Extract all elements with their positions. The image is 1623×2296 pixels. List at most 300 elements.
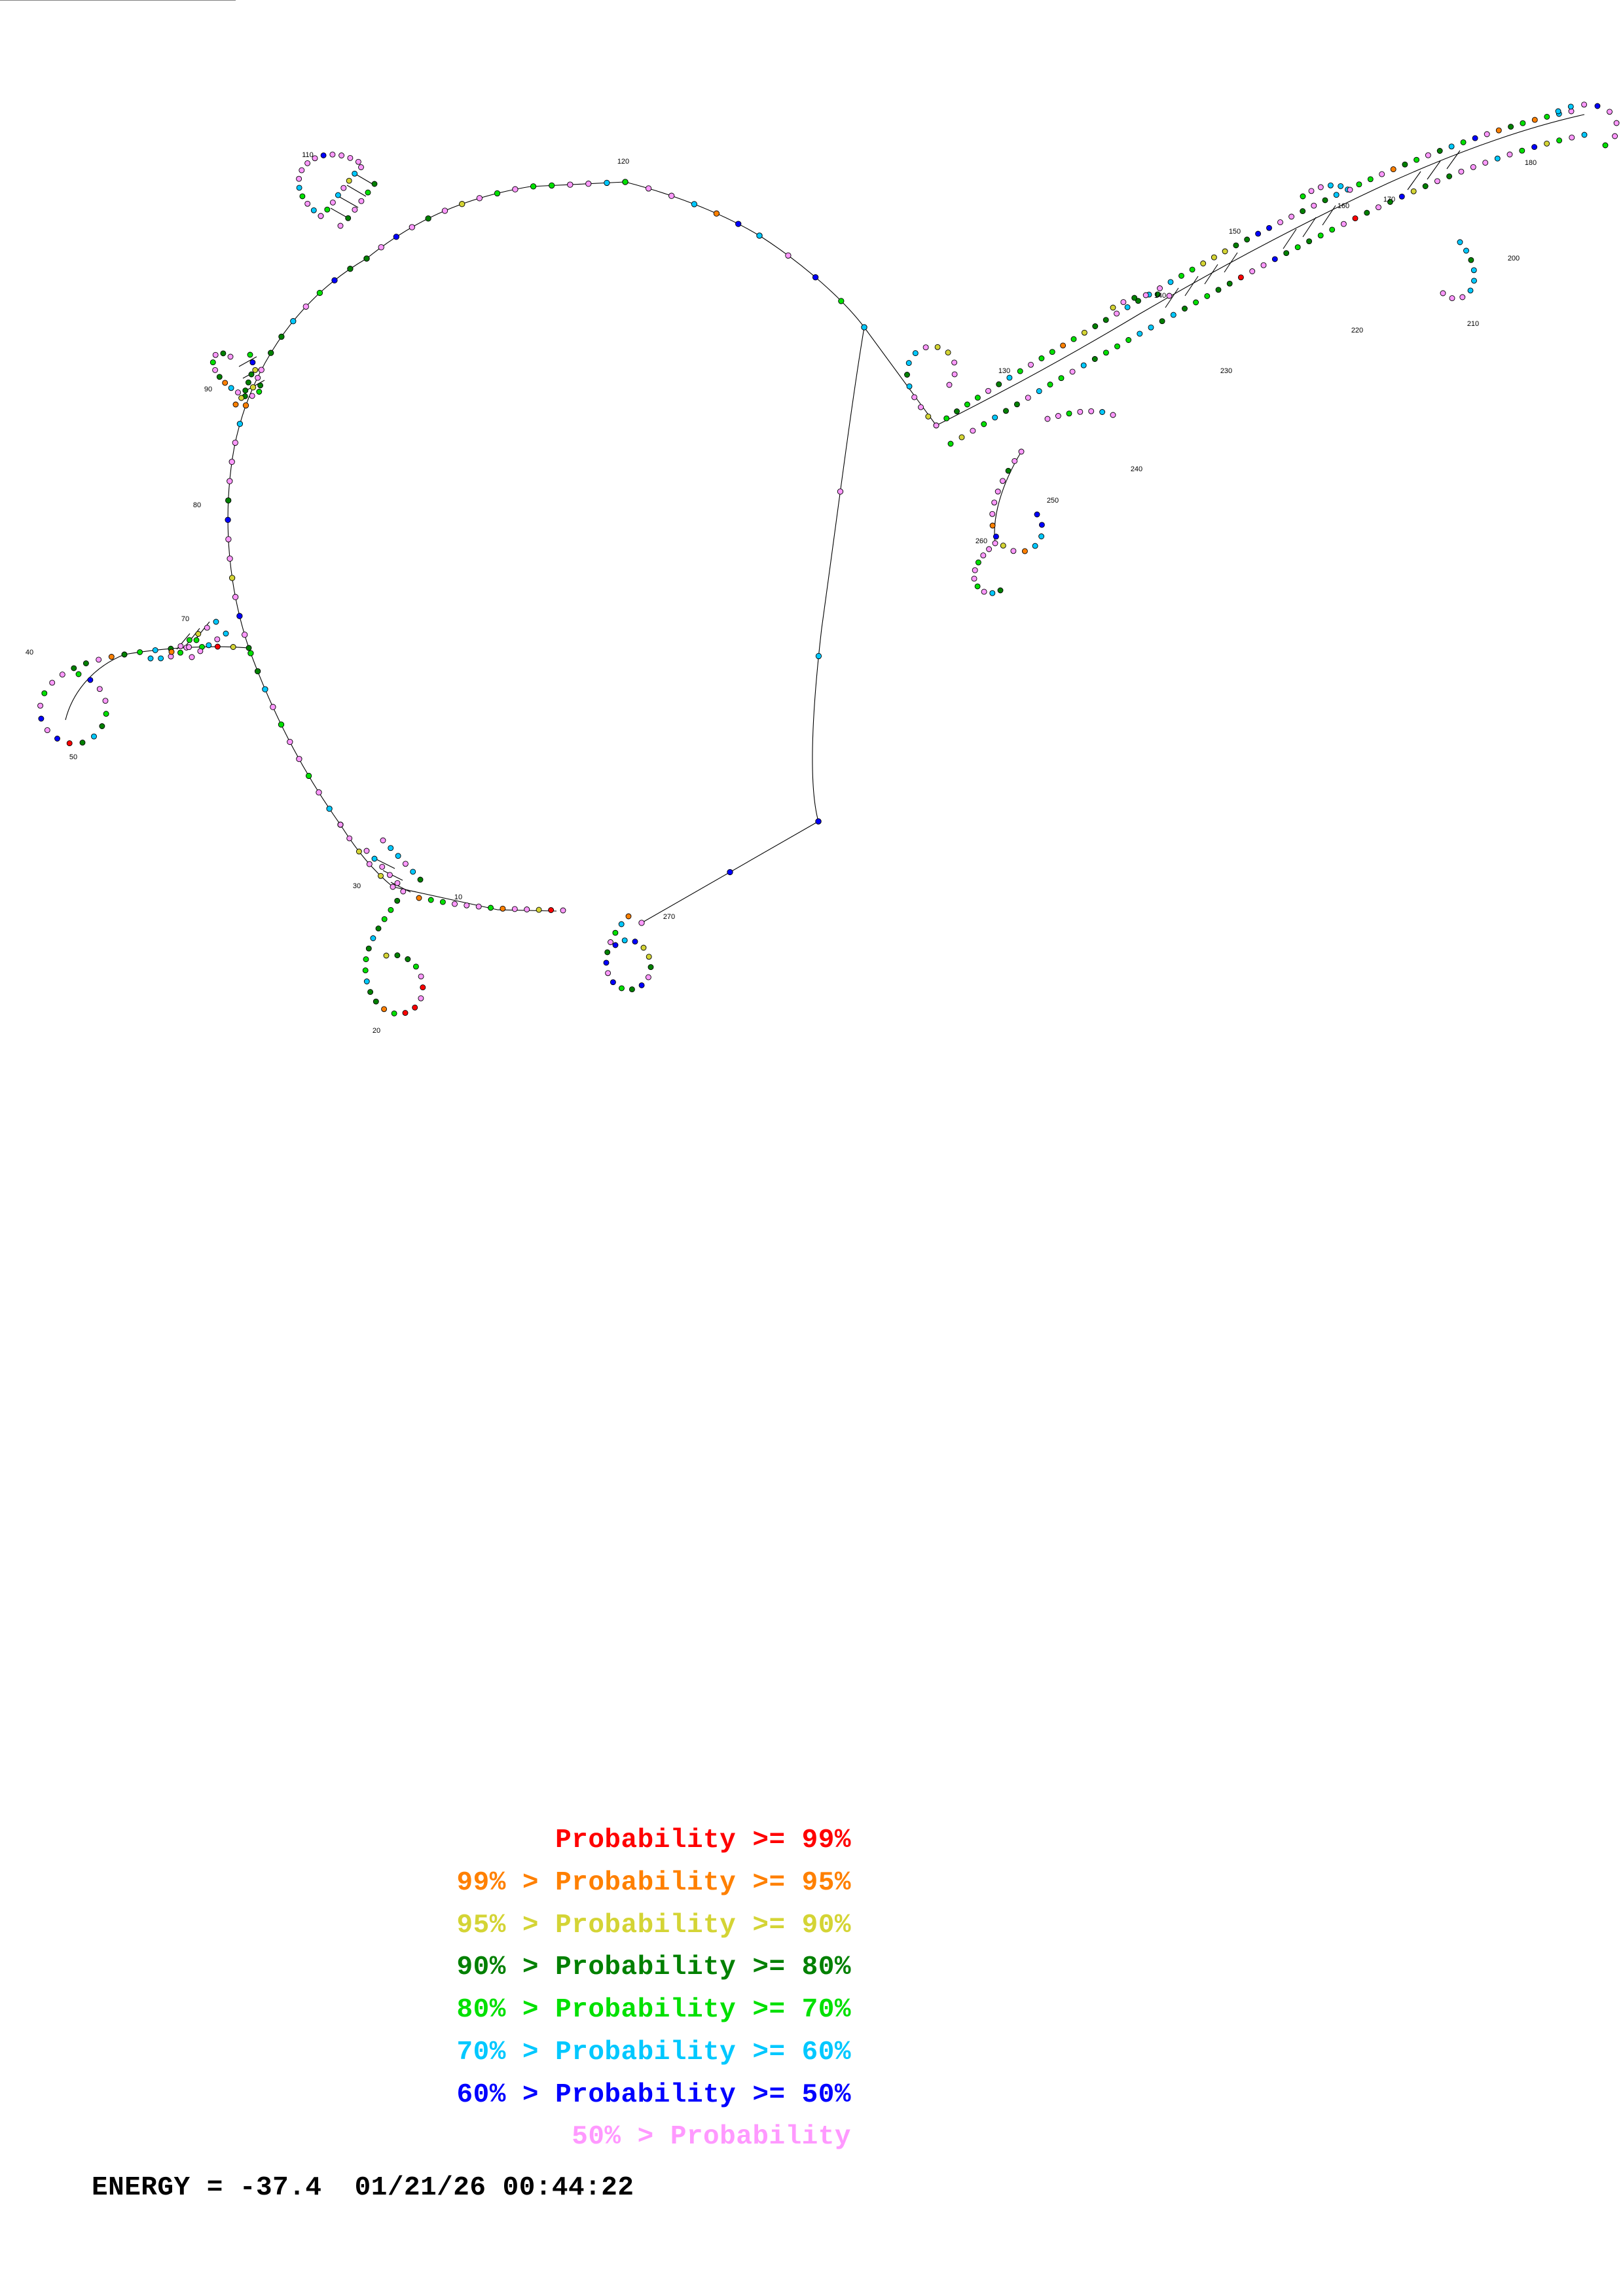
nucleotide-bead: [418, 877, 423, 882]
nucleotide-bead: [1000, 478, 1006, 484]
nucleotide-bead: [1029, 362, 1034, 367]
base-number-label: 110: [302, 151, 314, 159]
nucleotide-bead: [1190, 267, 1195, 272]
nucleotide-bead: [1233, 243, 1239, 248]
nucleotide-bead: [1353, 216, 1358, 221]
nucleotide-bead: [1182, 306, 1188, 312]
nucleotide-bead: [975, 584, 980, 589]
nucleotide-bead: [367, 861, 372, 867]
nucleotide-bead: [1250, 269, 1255, 274]
nucleotide-bead: [512, 906, 517, 912]
nucleotide-bead: [321, 152, 326, 158]
nucleotide-bead: [382, 916, 387, 922]
nucleotide-bead: [368, 990, 373, 995]
nucleotide-bead: [1322, 198, 1328, 203]
nucleotide-bead: [919, 404, 924, 410]
nucleotide-bead: [1507, 152, 1512, 157]
nucleotide-bead: [606, 971, 611, 976]
nucleotide-bead: [1484, 132, 1489, 137]
nucleotide-bead: [1368, 177, 1373, 182]
nucleotide-bead: [352, 171, 357, 176]
nucleotide-bead: [757, 233, 762, 238]
nucleotide-bead: [1496, 128, 1501, 133]
nucleotide-bead: [187, 637, 192, 643]
nucleotide-bead: [907, 384, 912, 389]
nucleotide-bead: [178, 650, 183, 655]
nucleotide-bead: [1078, 409, 1083, 414]
nucleotide-bead: [862, 325, 867, 330]
nucleotide-bead: [1011, 548, 1016, 554]
nucleotide-bead: [232, 594, 238, 600]
nucleotide-bead: [1103, 317, 1108, 323]
nucleotide-circles: [38, 102, 1620, 1016]
nucleotide-bead: [1071, 336, 1076, 342]
nucleotide-bead: [378, 245, 384, 250]
nucleotide-bead: [255, 668, 260, 673]
nucleotide-bead: [1103, 350, 1108, 355]
nucleotide-bead: [1330, 227, 1335, 232]
nucleotide-bead: [948, 441, 953, 446]
nucleotide-bead: [786, 253, 791, 258]
nucleotide-bead: [237, 421, 242, 426]
nucleotide-bead: [382, 1007, 387, 1012]
nucleotide-bead: [1447, 173, 1452, 179]
nucleotide-bead: [1460, 295, 1465, 300]
nucleotide-bead: [243, 388, 248, 393]
nucleotide-bead: [976, 560, 981, 565]
nucleotide-bead: [169, 649, 174, 655]
nucleotide-bead: [259, 367, 264, 372]
nucleotide-bead: [1557, 138, 1562, 143]
nucleotide-bead: [348, 155, 353, 160]
nucleotide-bead: [366, 946, 371, 951]
nucleotide-bead: [1450, 296, 1455, 301]
nucleotide-bead: [1137, 331, 1142, 336]
nucleotide-bead: [837, 489, 843, 494]
nucleotide-bead: [210, 360, 215, 365]
nucleotide-bead: [560, 908, 566, 913]
nucleotide-bead: [1017, 368, 1023, 374]
nucleotide-bead: [1278, 220, 1283, 225]
nucleotide-bead: [250, 385, 255, 390]
nucleotide-bead: [428, 897, 433, 903]
nucleotide-bead: [339, 153, 344, 158]
nucleotide-bead: [305, 160, 310, 166]
nucleotide-bead: [228, 386, 234, 391]
nucleotide-bead: [691, 202, 697, 207]
nucleotide-bead: [1357, 182, 1362, 187]
nucleotide-bead: [103, 698, 108, 704]
nucleotide-bead: [440, 899, 445, 905]
nucleotide-bead: [1300, 194, 1305, 199]
nucleotide-bead: [959, 435, 964, 440]
base-number-label: 10: [454, 893, 463, 901]
nucleotide-bead: [380, 838, 386, 843]
nucleotide-bead: [641, 945, 646, 950]
nucleotide-bead: [839, 298, 844, 304]
nucleotide-bead: [952, 372, 957, 377]
nucleotide-bead: [1603, 143, 1608, 148]
nucleotide-bead: [305, 201, 310, 206]
nucleotide-bead: [420, 985, 426, 990]
nucleotide-bead: [1007, 375, 1012, 380]
nucleotide-bead: [249, 393, 255, 399]
nucleotide-bead: [153, 647, 158, 653]
nucleotide-bead: [442, 208, 447, 213]
base-number-label: 30: [352, 882, 361, 890]
nucleotide-bead: [225, 517, 230, 522]
nucleotide-bead: [1194, 300, 1199, 305]
nucleotide-bead: [1520, 148, 1525, 153]
nucleotide-bead: [1201, 261, 1206, 266]
nucleotide-bead: [1004, 408, 1009, 414]
nucleotide-bead: [255, 375, 261, 380]
nucleotide-bead: [278, 722, 283, 727]
base-number-label: 170: [1383, 196, 1396, 204]
nucleotide-bead: [230, 645, 236, 650]
nucleotide-bead: [970, 428, 976, 433]
nucleotide-bead: [1048, 382, 1053, 387]
nucleotide-bead: [1070, 369, 1075, 374]
nucleotide-bead: [1211, 255, 1216, 260]
nucleotide-bead: [981, 422, 987, 427]
nucleotide-bead: [945, 350, 951, 355]
nucleotide-bead: [981, 553, 986, 558]
nucleotide-bead: [291, 319, 296, 324]
nucleotide-bead: [1334, 192, 1339, 198]
nucleotide-bead: [1067, 411, 1072, 416]
nucleotide-bead: [297, 756, 302, 761]
nucleotide-bead: [1495, 156, 1500, 161]
nucleotide-bead: [236, 390, 241, 395]
nucleotide-bead: [1582, 132, 1587, 137]
base-number-labels: [26, 151, 1537, 1035]
nucleotide-bead: [1061, 343, 1066, 348]
nucleotide-bead: [213, 352, 218, 357]
nucleotide-bead: [905, 372, 910, 378]
nucleotide-bead: [356, 159, 361, 164]
nucleotide-bead: [341, 185, 346, 190]
nucleotide-bead: [413, 964, 418, 969]
nucleotide-bead: [604, 960, 609, 965]
nucleotide-bead: [906, 361, 911, 366]
legend-row-5: 70% > Probability >= 60%: [456, 2037, 851, 2068]
nucleotide-bead: [536, 907, 541, 912]
nucleotide-bead: [1100, 410, 1105, 415]
nucleotide-bead: [103, 711, 109, 717]
nucleotide-bead: [1289, 214, 1294, 219]
nucleotide-bead: [1014, 402, 1019, 407]
nucleotide-bead: [646, 954, 651, 960]
nucleotide-bead: [347, 836, 352, 841]
nucleotide-bead: [975, 395, 980, 401]
nucleotide-bead: [226, 537, 231, 542]
nucleotide-bead: [1089, 408, 1094, 414]
nucleotide-bead: [246, 645, 251, 651]
nucleotide-bead: [1464, 248, 1469, 253]
nucleotide-bead: [373, 999, 378, 1004]
nucleotide-bead: [217, 374, 222, 380]
nucleotide-bead: [250, 360, 255, 365]
nucleotide-bead: [303, 304, 308, 309]
nucleotide-bead: [246, 380, 251, 385]
nucleotide-bead: [229, 459, 234, 464]
nucleotide-bead: [1459, 169, 1464, 174]
nucleotide-bead: [622, 938, 627, 943]
nucleotide-bead: [239, 395, 244, 401]
nucleotide-bead: [1328, 183, 1333, 188]
nucleotide-bead: [500, 906, 505, 911]
nucleotide-bead: [549, 908, 554, 913]
nucleotide-bead: [316, 790, 321, 795]
nucleotide-bead: [338, 822, 343, 827]
base-number-label: 150: [1228, 228, 1241, 236]
nucleotide-bead: [363, 968, 368, 973]
nucleotide-bead: [1092, 357, 1097, 362]
nucleotide-bead: [1569, 135, 1575, 140]
nucleotide-bead: [513, 187, 518, 192]
legend-row-3: 90% > Probability >= 80%: [456, 1952, 851, 1983]
nucleotide-bead: [1470, 164, 1476, 170]
nucleotide-bead: [1309, 188, 1314, 194]
nucleotide-bead: [1318, 233, 1323, 238]
nucleotide-bead: [325, 207, 330, 212]
nucleotide-bead: [228, 354, 233, 359]
base-number-label: 270: [663, 913, 676, 921]
nucleotide-bead: [1261, 262, 1266, 268]
nucleotide-bead: [1376, 205, 1381, 210]
nucleotide-bead: [1440, 291, 1446, 296]
nucleotide-bead: [55, 736, 60, 742]
nucleotide-bead: [632, 939, 638, 944]
nucleotide-bead: [384, 953, 389, 958]
nucleotide-bead: [1364, 210, 1370, 215]
nucleotide-bead: [1468, 257, 1474, 262]
nucleotide-bead: [249, 372, 254, 377]
nucleotide-bead: [452, 901, 458, 906]
nucleotide-bead: [935, 344, 940, 350]
nucleotide-bead: [1607, 109, 1613, 115]
nucleotide-bead: [388, 907, 393, 912]
nucleotide-bead: [359, 165, 364, 170]
nucleotide-bead: [993, 534, 998, 539]
base-number-label: 230: [1220, 367, 1233, 375]
nucleotide-bead: [1039, 356, 1044, 361]
nucleotide-bead: [1468, 288, 1473, 293]
nucleotide-bead: [1437, 149, 1442, 154]
nucleotide-bead: [1284, 251, 1289, 256]
nucleotide-bead: [206, 643, 211, 648]
nucleotide-bead: [816, 819, 821, 824]
nucleotide-bead: [1168, 279, 1173, 285]
nucleotide-bead: [410, 869, 416, 874]
nucleotide-bead: [50, 680, 55, 685]
nucleotide-bead: [639, 920, 644, 925]
nucleotide-bead: [279, 334, 284, 339]
nucleotide-bead: [987, 547, 992, 552]
nucleotide-bead: [1613, 134, 1618, 139]
nucleotide-bead: [995, 489, 1000, 494]
nucleotide-bead: [372, 856, 377, 861]
nucleotide-bead: [998, 588, 1003, 593]
nucleotide-bead: [996, 382, 1002, 387]
nucleotide-bead: [1318, 185, 1323, 190]
nucleotide-bead: [412, 1005, 418, 1010]
nucleotide-bead: [1126, 338, 1131, 343]
nucleotide-bead: [223, 631, 228, 636]
nucleotide-bead: [1032, 543, 1038, 548]
nucleotide-bead: [964, 402, 970, 407]
nucleotide-bead: [1039, 534, 1044, 539]
nucleotide-bead: [97, 687, 102, 692]
nucleotide-bead: [1121, 300, 1126, 305]
nucleotide-bead: [1272, 257, 1277, 262]
nucleotide-bead: [60, 672, 65, 677]
nucleotide-bead: [619, 922, 624, 927]
nucleotide-bead: [393, 234, 399, 240]
nucleotide-bead: [189, 655, 194, 660]
nucleotide-bead: [1216, 287, 1221, 293]
nucleotide-bead: [992, 500, 997, 505]
nucleotide-bead: [1399, 194, 1404, 199]
legend-row-2: 95% > Probability >= 90%: [456, 1910, 851, 1941]
nucleotide-bead: [330, 200, 335, 205]
nucleotide-bead: [1227, 281, 1232, 286]
nucleotide-bead: [990, 511, 995, 516]
nucleotide-bead: [986, 388, 991, 393]
nucleotide-bead: [335, 192, 340, 198]
nucleotide-bead: [993, 541, 998, 546]
nucleotide-bead: [1471, 268, 1476, 273]
nucleotide-bead: [297, 176, 302, 181]
nucleotide-bead: [88, 677, 93, 683]
nucleotide-bead: [1483, 160, 1488, 166]
nucleotide-bead: [1256, 231, 1261, 236]
nucleotide-bead: [524, 907, 530, 912]
nucleotide-bead: [227, 556, 232, 561]
base-number-label: 210: [1467, 320, 1480, 328]
nucleotide-bead: [395, 898, 400, 903]
nucleotide-bead: [1423, 184, 1428, 189]
nucleotide-bead: [947, 382, 952, 387]
base-number-label: 160: [1337, 202, 1350, 210]
nucleotide-bead: [1006, 468, 1011, 473]
legend-row-1: 99% > Probability >= 95%: [456, 1867, 851, 1898]
nucleotide-bead: [990, 523, 995, 528]
nucleotide-bead: [359, 198, 364, 204]
nucleotide-bead: [178, 643, 183, 649]
base-number-label: 240: [1130, 465, 1143, 473]
nucleotide-bead: [1171, 312, 1176, 317]
base-number-label: 40: [25, 649, 34, 656]
nucleotide-bead: [646, 186, 651, 191]
nucleotide-bead: [198, 649, 203, 654]
nucleotide-bead: [1222, 249, 1228, 254]
nucleotide-bead: [352, 207, 357, 212]
nucleotide-bead: [1544, 141, 1550, 146]
nucleotide-bead: [1158, 286, 1163, 291]
nucleotide-bead: [247, 352, 253, 357]
nucleotide-bead: [1049, 350, 1055, 355]
nucleotide-bead: [403, 861, 408, 867]
nucleotide-bead: [229, 575, 234, 581]
nucleotide-bead: [549, 183, 555, 188]
nucleotide-bead: [92, 734, 97, 739]
nucleotide-bead: [380, 864, 385, 869]
nucleotide-bead: [460, 202, 465, 207]
nucleotide-bead: [1300, 209, 1305, 214]
nucleotide-bead: [330, 152, 335, 157]
nucleotide-bead: [300, 194, 305, 199]
nucleotide-bead: [1205, 293, 1210, 298]
nucleotide-bead: [395, 853, 401, 859]
nucleotide-bead: [714, 211, 719, 216]
nucleotide-bead: [1148, 325, 1154, 330]
nucleotide-bead: [364, 848, 369, 853]
nucleotide-bead: [812, 275, 818, 280]
nucleotide-bead: [80, 740, 85, 745]
nucleotide-bead: [912, 395, 917, 400]
nucleotide-bead: [83, 661, 88, 666]
nucleotide-bead: [613, 930, 618, 935]
nucleotide-bead: [67, 741, 72, 746]
nucleotide-bead: [1556, 109, 1561, 114]
nucleotide-bead: [1245, 237, 1250, 242]
nucleotide-bead: [1402, 162, 1408, 167]
nucleotide-bead: [1295, 245, 1300, 250]
nucleotide-bead: [346, 178, 352, 183]
nucleotide-bead: [371, 936, 376, 941]
nucleotide-bead: [1414, 157, 1419, 162]
nucleotide-bead: [426, 216, 431, 221]
nucleotide-bead: [248, 651, 253, 656]
base-number-label: 250: [1046, 497, 1059, 505]
nucleotide-bead: [530, 184, 536, 189]
nucleotide-bead: [378, 873, 384, 878]
nucleotide-bead: [639, 982, 644, 988]
nucleotide-bead: [477, 196, 482, 201]
nucleotide-bead: [1267, 225, 1272, 230]
nucleotide-bead: [387, 872, 392, 878]
nucleotide-bead: [1000, 543, 1006, 548]
nucleotide-bead: [223, 380, 228, 386]
nucleotide-bead: [348, 266, 353, 272]
nucleotide-bead: [392, 1011, 397, 1016]
nucleotide-bead: [1434, 179, 1440, 184]
nucleotide-bead: [981, 589, 987, 594]
nucleotide-bead: [1114, 311, 1120, 316]
base-number-label: 90: [204, 386, 213, 393]
nucleotide-bead: [76, 672, 81, 677]
nucleotide-bead: [668, 193, 674, 198]
nucleotide-bead: [1045, 416, 1050, 422]
nucleotide-bead: [1391, 167, 1396, 172]
nucleotide-bead: [1411, 188, 1416, 194]
nucleotide-bead: [1093, 324, 1098, 329]
nucleotide-bead: [364, 256, 369, 261]
nucleotide-bead: [42, 691, 47, 696]
nucleotide-bead: [619, 986, 625, 991]
nucleotide-bead: [613, 942, 618, 948]
nucleotide-bead: [1115, 344, 1120, 349]
nucleotide-bead: [1179, 273, 1184, 278]
base-number-label: 20: [372, 1027, 381, 1035]
nucleotide-bead: [626, 914, 631, 919]
nucleotide-bead: [405, 957, 410, 962]
nucleotide-bead: [1449, 144, 1454, 149]
nucleotide-bead: [1425, 152, 1431, 158]
nucleotide-bead: [1059, 376, 1064, 381]
